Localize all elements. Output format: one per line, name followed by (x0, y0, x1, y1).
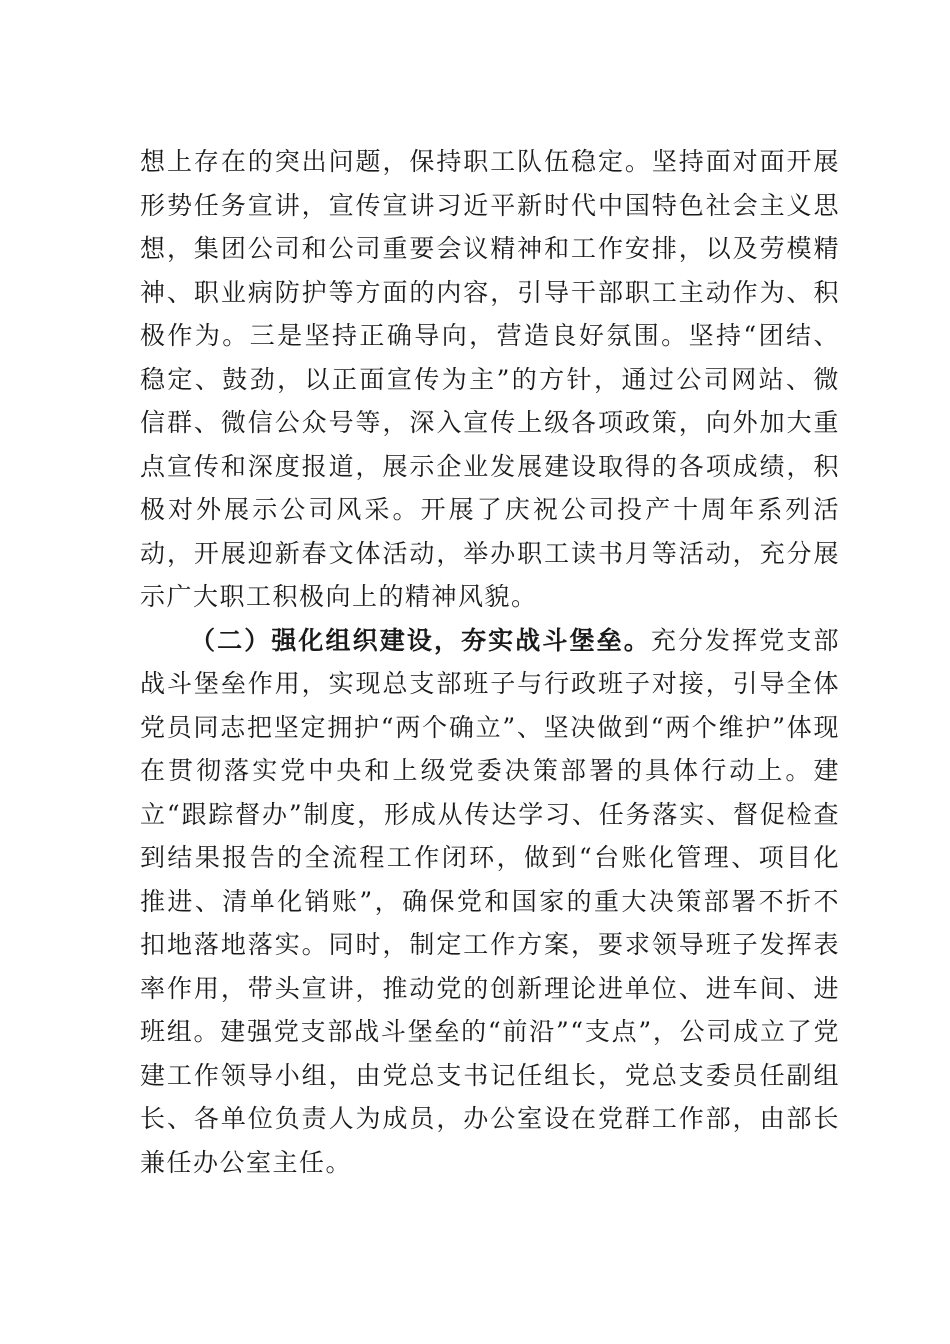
paragraph-continuation (140, 140, 840, 619)
section-heading: （二）强化组织建设，夯实战斗堡垒。 (190, 625, 651, 655)
paragraph-2-text: 充分发挥党支部战斗堡垒作用，实现总支部班子与行政班子对接，引导全体党员同志把坚定拥护“两个确立”、坚决做到“两个维护”体现在贯彻落实党中央和上级党委决策部署的具体行动上。建立“跟踪督办”制度，形成从传达学习、任务落实、督促检查到结果报告的全流程工作闭环，做到“台账化管理、项目化推进、清单化销账”，确保党和国家的重大决策部署不折不扣地落地落实。同时，制定工作方案，要求领导班子发挥表率作用，带头宣讲，推动党的创新理论进单位、进车间、进班组。建强党支部战斗堡垒的“前沿”“支点”，公司成立了党建工作领导小组，由党总支书记任组长，党总支委员任副组长、各单位负责人为成员，办公室设在党群工作部，由部长兼任办公室主任。 (140, 625, 840, 1177)
paragraph-1-text: 想上存在的突出问题，保持职工队伍稳定。坚持面对面开展形势任务宣讲，宣传宣讲习近平新时代中国特色社会主义思想，集团公司和公司重要会议精神和工作安排，以及劳模精神、职业病防护等方面的内容，引导干部职工主动作为、积极作为。三是坚持正确导向，营造良好氛围。坚持“团结、稳定、鼓劲，以正面宣传为主”的方针，通过公司网站、微信群、微信公众号等，深入宣传上级各项政策，向外加大重点宣传和深度报道，展示企业发展建设取得的各项成绩，积极对外展示公司风采。开展了庆祝公司投产十周年系列活动，开展迎新春文体活动，举办职工读书月等活动，充分展示广大职工积极向上的精神风貌。 (140, 147, 840, 611)
document-body (140, 140, 840, 1184)
paragraph-organization-building (140, 619, 840, 1185)
